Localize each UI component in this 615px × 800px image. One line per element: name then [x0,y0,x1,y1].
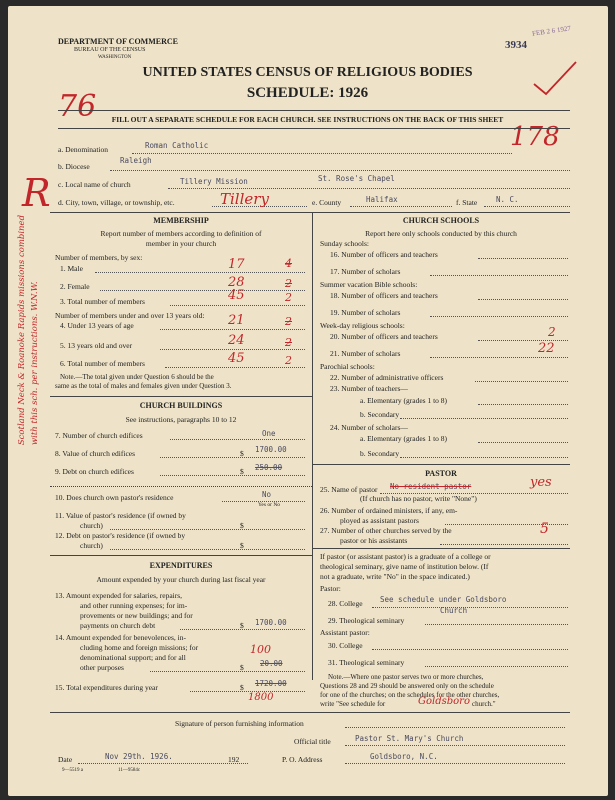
q21-label: 21. Number of scholars [330,349,401,358]
po-address-line [345,763,565,764]
q28-value-2: Church [440,606,468,615]
q11-dollar: $ [240,521,244,530]
year-suffix: 192 [228,755,240,764]
q12-label-2: church) [80,541,103,550]
margin-note: Scotland Neck & Roanoke Rapids missions combined with this sch. per instructions. W.N.W. [16,214,40,446]
q10-label: 10. Does church own pastor's residence [55,493,174,502]
form-number: 3934 [505,39,527,51]
city-label: WASHINGTON [98,55,132,60]
denomination-value: Roman Catholic [145,141,209,150]
summer-schools-label: Summer vacation Bible schools: [320,280,418,289]
hand-r-mark: R [22,171,51,215]
q1-line [95,272,305,273]
state-label: f. State [456,198,478,207]
q9-label: 9. Debt on church edifices [55,467,134,476]
q26-label-1: 26. Number of ordained ministers, if any, em- [320,506,458,515]
column-divider [312,212,313,680]
q5-value: 24 [228,333,245,348]
age-heading: Number of members under and over 13 years old: [55,311,205,320]
city-field-label: d. City, town, village, or township, etc. [58,198,175,207]
by-sex-label: Number of members, by sex: [55,253,143,262]
state-line [484,206,570,207]
q14-value: 20.00 [260,659,283,668]
denomination-label: a. Denomination [58,145,108,154]
diocese-value: Raleigh [120,156,152,165]
diocese-label: b. Diocese [58,162,90,171]
q12-label-1: 12. Debt on pastor's residence (if owned by [55,531,186,540]
q7-value: One [262,429,276,438]
church-name-label: c. Local name of church [58,180,131,189]
q14-label-3: denominational support; and for all [80,653,186,662]
q11-label-1: 11. Value of pastor's residence (if owned by [55,511,186,520]
date-label: Date [58,755,73,764]
church-name-value-2: St. Rose's Chapel [318,174,395,183]
q6-old-value: 2 [285,354,292,367]
q12-dollar: $ [240,541,244,550]
pastor-rule [312,464,570,465]
q17-label: 17. Number of scholars [330,267,401,276]
q15-hand-value: 1800 [248,692,274,703]
q6-line [165,367,305,368]
q2-line [100,290,305,291]
q24a-line [478,442,568,443]
q12-line [110,549,305,550]
diocese-line [110,170,570,171]
q21-line [430,357,568,358]
official-title-label: Official title [294,737,331,746]
q6-value: 45 [228,351,245,366]
yes-no-hint: Yes or No [258,502,281,508]
q11-line [110,529,305,530]
q3-line [170,305,305,306]
membership-note-1: Note.—The total given under Question 6 should be the [60,373,214,381]
q29-label: 29. Theological seminary [328,616,405,625]
q1-label: 1. Male [60,264,83,273]
q27-line [440,544,568,545]
red-check-mark [530,58,580,98]
q2-label: 2. Female [60,282,90,291]
q18-line [478,299,568,300]
q14-dollar: $ [240,663,244,672]
q28-line [372,607,568,608]
county-line [350,206,452,207]
header-rule [58,110,570,111]
q13-label-3: provements or new buildings; and for [80,611,193,620]
received-stamp: FEB 2 6 1927 [531,24,572,38]
q9-value: 250.00 [255,463,283,472]
q25-hand-value: yes [530,475,552,490]
q24-label: 24. Number of scholars— [330,423,408,432]
q27-label-1: 27. Number of other churches served by the [320,526,452,535]
q26-line [445,524,568,525]
q14-label-1: 14. Amount expended for benevolences, in- [55,633,187,642]
county-label: e. County [312,198,342,207]
q4-label: 4. Under 13 years of age [60,321,134,330]
q7-line [170,439,305,440]
q3-old-value: 2 [285,291,292,304]
q3-label: 3. Total number of members [60,297,145,306]
pastor-note-2: Questions 28 and 29 should be answered only on the schedule [320,682,494,690]
q1-old-value: 4 [285,257,292,270]
q13-label-2: and other running expenses; for im- [80,601,188,610]
q13-value: 1700.00 [255,618,287,627]
q28-label: 28. College [328,599,363,608]
table-top-rule [50,212,570,213]
q20-label: 20. Number of officers and teachers [330,332,438,341]
hand-number-left: 76 [58,89,97,124]
q18-label: 18. Number of officers and teachers [330,291,438,300]
print-code-2: 11—9584c [118,768,141,773]
pastor-sub-label: Pastor: [320,584,341,593]
signature-line [345,727,565,728]
graduate-note-3: not a graduate, write "No" in the space indicated.) [320,572,470,581]
schedule-title: SCHEDULE: 1926 [246,85,369,101]
q8-dollar: $ [240,449,244,458]
q8-value: 1700.00 [255,445,287,454]
header-rule-2 [58,128,570,129]
pastor-note-3: for one of the churches; on the schedules for the other churches, [320,691,500,699]
expenditures-rule [50,555,312,556]
q5-line [160,349,305,350]
q21-value: 22 [538,341,555,356]
county-value: Halifax [366,195,398,204]
hand-number-right: 178 [510,122,560,152]
pastor-note-4-end: church." [472,700,496,708]
q9-line [160,475,305,476]
q6-label: 6. Total number of members [60,359,145,368]
q7-label: 7. Number of church edifices [55,431,143,440]
q28-value: See schedule under Goldsboro [380,595,507,604]
graduate-rule [312,548,570,549]
q10-value: No [262,490,272,499]
q14-label-4: other purposes [80,663,124,672]
q1-value: 17 [228,257,245,272]
q13-line [180,629,305,630]
buildings-sub: See instructions, paragraphs 10 to 12 [125,415,237,424]
separate-schedule-instruction: FILL OUT A SEPARATE SCHEDULE FOR EACH CHURCH. SEE INSTRUCTIONS ON THE BACK OF THIS SHEET [111,115,504,124]
q11-label-2: church) [80,521,103,530]
bureau-label: BUREAU OF THE CENSUS [74,47,146,53]
date-value: Nov 29th. 1926. [105,752,173,761]
q5-old-value: 2 [285,336,292,349]
q30-line [372,649,568,650]
city-value: Tillery [220,190,269,208]
church-name-value: Tillery Mission [180,177,248,186]
po-address-label: P. O. Address [282,755,323,764]
q13-label-1: 13. Amount expended for salaries, repairs, [55,591,183,600]
church-name-line [168,188,570,189]
q27-value: 5 [540,521,549,537]
buildings-divider [50,486,312,487]
q4-line [160,329,305,330]
q14-line [150,671,305,672]
expenditures-sub: Amount expended by your church during last fiscal year [96,575,266,584]
q25-note: (If church has no pastor, write "None") [360,494,477,503]
q24b-line [400,457,568,458]
q26-label-2: ployed as assistant pastors [340,516,419,525]
q22-label: 22. Number of administrative officers [330,373,444,382]
q25-label: 25. Name of pastor [320,485,378,494]
graduate-note-1: If pastor (or assistant pastor) is a graduate of a college or [320,552,491,561]
sunday-schools-label: Sunday schools: [320,239,369,248]
schools-sub: Report here only schools conducted by this church [365,229,517,238]
pastor-heading: PASTOR [425,469,457,478]
q8-label: 8. Value of church edifices [55,449,136,458]
po-address-value: Goldsboro, N.C. [370,752,438,761]
q14-hand-value: 100 [250,643,271,656]
q27-label-2: pastor or his assistants [340,536,408,545]
q13-label-4: payments on church debt [80,621,156,630]
pastor-note-hand: Goldsboro [418,696,470,707]
membership-note-2: same as the total of males and females given under Question 3. [55,382,232,390]
department-label: DEPARTMENT OF COMMERCE [58,37,179,46]
q19-line [430,316,568,317]
q4-old-value: 2 [285,315,292,328]
q17-line [430,275,568,276]
weekday-schools-label: Week-day religious schools: [320,321,405,330]
q16-label: 16. Number of officers and teachers [330,250,438,259]
q2-value: 28 [228,275,245,290]
signature-label: Signature of person furnishing information [175,719,304,728]
q15-label: 15. Total expenditures during year [55,683,158,692]
q9-dollar: $ [240,467,244,476]
official-title-line [345,745,565,746]
graduate-note-2: theological seminary, give name of institution below. (If [320,562,489,571]
q14-label-2: cluding home and foreign missions; for [80,643,199,652]
q23a-line [478,404,568,405]
q19-label: 19. Number of scholars [330,308,401,317]
q5-label: 5. 13 years old and over [60,341,133,350]
q24a-label: a. Elementary (grades 1 to 8) [360,434,448,443]
q15-dollar: $ [240,683,244,692]
membership-sub-2: member in your church [145,239,217,248]
q4-value: 21 [228,313,245,328]
q8-line [160,457,305,458]
q23-label: 23. Number of teachers— [330,384,408,393]
footer-rule [50,712,570,713]
q22-line [475,381,568,382]
pastor-note-4: write "See schedule for [320,700,386,708]
assistant-pastor-label: Assistant pastor: [320,628,370,637]
q13-dollar: $ [240,621,244,630]
q24b-label: b. Secondary [360,449,400,458]
q30-label: 30. College [328,641,363,650]
q23b-line [400,418,568,419]
q25-value: No resident pastor [390,482,472,491]
q29-line [425,624,568,625]
membership-sub-1: Report number of members according to definition of [100,229,262,238]
q20-value: 2 [548,325,556,339]
official-title-value: Pastor St. Mary's Church [355,734,464,743]
membership-heading: MEMBERSHIP [153,216,209,225]
q23b-label: b. Secondary [360,410,400,419]
q31-line [425,666,568,667]
schools-heading: CHURCH SCHOOLS [402,216,480,225]
q23a-label: a. Elementary (grades 1 to 8) [360,396,448,405]
buildings-rule [50,396,312,397]
q3-value: 45 [228,288,245,303]
q15-value: 1720.00 [255,679,287,688]
q31-label: 31. Theological seminary [328,658,405,667]
form-title: UNITED STATES CENSUS OF RELIGIOUS BODIES [142,65,473,80]
state-value: N. C. [496,195,519,204]
q2-old-value: 2 [285,277,292,290]
parochial-schools-label: Parochial schools: [320,362,375,371]
denomination-line [132,153,512,154]
print-code: 9—5519 a [62,768,83,773]
buildings-heading: CHURCH BUILDINGS [139,401,223,410]
expenditures-heading: EXPENDITURES [149,561,213,570]
q16-line [478,258,568,259]
pastor-note-1: Note.—Where one pastor serves two or more churches, [328,673,484,681]
date-line [78,763,248,764]
